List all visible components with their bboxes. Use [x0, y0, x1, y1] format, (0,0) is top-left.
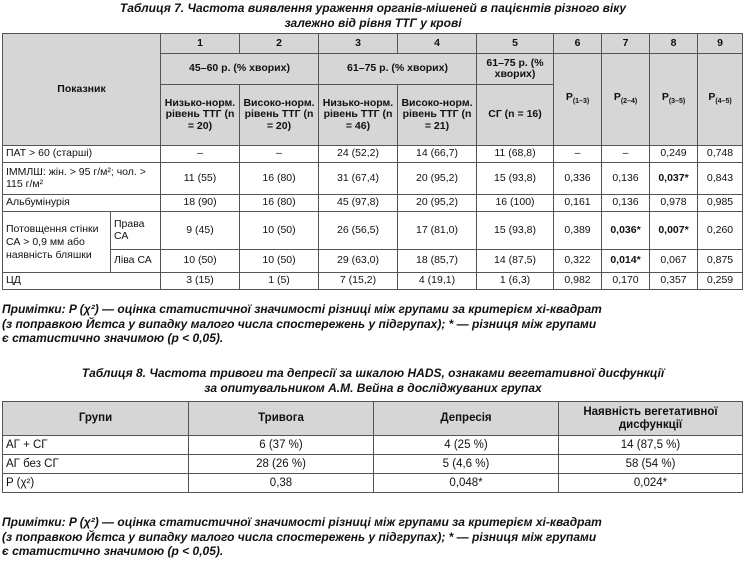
cell: 0,259	[698, 273, 743, 290]
row-label-thickening: Потовщення стінки СА > 0,9 мм або наявність бляшки	[3, 212, 111, 273]
table8-row-p	[3, 474, 743, 493]
cell: –	[240, 146, 319, 163]
cell: 0,38	[189, 474, 374, 493]
row-right-sa	[3, 212, 743, 250]
col-number-1: 1	[161, 34, 240, 54]
col-number-7: 7	[602, 34, 650, 54]
cell: 28 (26 %)	[189, 455, 374, 474]
cell: 31 (67,4)	[319, 163, 398, 195]
header-groups: Групи	[3, 402, 189, 436]
row-label: АГ без СГ	[3, 455, 189, 474]
cell: 24 (52,2)	[319, 146, 398, 163]
col-number-4: 4	[398, 34, 477, 54]
cell: 14 (87,5)	[477, 250, 554, 273]
cell: 0,322	[554, 250, 602, 273]
p-sub: (3–5)	[668, 97, 686, 105]
header-high-norm-61: Високо-норм. рівень ТТГ (n = 21)	[398, 85, 477, 146]
row-left-sa	[3, 250, 743, 273]
table7-note	[2, 302, 744, 346]
row-albumin	[3, 195, 743, 212]
cell: 0,748	[698, 146, 743, 163]
p-header-1-3	[554, 54, 602, 146]
cell: 16 (80)	[240, 195, 319, 212]
cell: 20 (95,2)	[398, 195, 477, 212]
cell: 16 (80)	[240, 163, 319, 195]
col-number-5: 5	[477, 34, 554, 54]
cell: –	[602, 146, 650, 163]
cell-significant: 0,036*	[602, 212, 650, 250]
header-high-norm-45: Високо-норм. рівень ТТГ (n = 20)	[240, 85, 319, 146]
col-number-2: 2	[240, 34, 319, 54]
header-indicator: Показник	[3, 34, 161, 146]
table8-note-line3: є статистично значимою (p < 0,05).	[2, 544, 224, 558]
col-number-9: 9	[698, 34, 743, 54]
header-low-norm-45: Низько-норм. рівень ТТГ (n = 20)	[161, 85, 240, 146]
cell: 0,249	[650, 146, 698, 163]
row-label: АГ + СГ	[3, 436, 189, 455]
cell: 0,136	[602, 163, 650, 195]
table7-note-line1: Примітки: P (χ²) — оцінка статистичної значимості різниці між групами за критерієм хі-квадрат	[2, 302, 602, 316]
cell: –	[554, 146, 602, 163]
table8-header-row	[3, 402, 743, 436]
table8-note-line1: Примітки: P (χ²) — оцінка статистичної значимості різниці між групами за критерієм хі-квадрат	[2, 515, 602, 529]
row-pat	[3, 146, 743, 163]
row-label: P (χ²)	[3, 474, 189, 493]
cell-significant: 0,037*	[650, 163, 698, 195]
cell: 0,170	[602, 273, 650, 290]
cell: 10 (50)	[240, 250, 319, 273]
cell: 0,048*	[374, 474, 559, 493]
row-label: ЦД	[3, 273, 161, 290]
p-sub: (2–4)	[620, 97, 638, 105]
table7-note-line2: (з поправкою Йєтса у випадку малого числа спостережень у підгрупах); * — різниця між групами	[2, 316, 597, 331]
table7-title	[0, 1, 746, 31]
cell: 0,136	[602, 195, 650, 212]
cell-significant: 0,014*	[602, 250, 650, 273]
col-number-6: 6	[554, 34, 602, 54]
cell: 15 (93,8)	[477, 163, 554, 195]
group-45-60: 45–60 р. (% хворих)	[161, 54, 319, 85]
group-61-75-sg: 61–75 р. (% хворих)	[477, 54, 554, 85]
cell: 0,024*	[559, 474, 743, 493]
table8-title-line2: за опитувальником А.М. Вейна в досліджуваних групах	[204, 381, 542, 395]
cell: 0,161	[554, 195, 602, 212]
p-label: P	[613, 90, 621, 103]
cell: 9 (45)	[161, 212, 240, 250]
row-label: Альбумінурія	[3, 195, 161, 212]
table8-note	[2, 515, 744, 559]
row-sublabel: Права СА	[111, 212, 161, 250]
cell: 0,978	[650, 195, 698, 212]
col-number-3: 3	[319, 34, 398, 54]
row-label: ІММЛШ: жін. > 95 г/м²; чол. > 115 г/м²	[3, 163, 161, 195]
p-sub: (4–5)	[715, 97, 732, 105]
cell: 0,357	[650, 273, 698, 290]
cell: 0,982	[554, 273, 602, 290]
cell: 0,875	[698, 250, 743, 273]
p-label: P	[565, 90, 573, 103]
cell: 10 (50)	[240, 212, 319, 250]
table8-title-line1: Таблиця 8. Частота тривоги та депресії за шкалою HADS, ознаками вегетативної дисфункції	[81, 366, 665, 380]
cell: 0,985	[698, 195, 743, 212]
row-sublabel: Ліва СА	[111, 250, 161, 273]
header-vegetative-dysfunction: Наявність вегетативної дисфункції	[559, 402, 743, 436]
cell: 45 (97,8)	[319, 195, 398, 212]
cell: 1 (5)	[240, 273, 319, 290]
header-depression: Депресія	[374, 402, 559, 436]
header-sg: СГ (n = 16)	[477, 85, 554, 146]
cell: 20 (95,2)	[398, 163, 477, 195]
cell: 1 (6,3)	[477, 273, 554, 290]
table8-row-ag-sg	[3, 436, 743, 455]
p-sub: (1–3)	[572, 97, 590, 105]
cell: 5 (4,6 %)	[374, 455, 559, 474]
cell: 0,336	[554, 163, 602, 195]
p-label: P	[708, 90, 716, 103]
row-cd	[3, 273, 743, 290]
cell: 6 (37 %)	[189, 436, 374, 455]
cell-significant: 0,007*	[650, 212, 698, 250]
cell: 16 (100)	[477, 195, 554, 212]
table8	[2, 401, 743, 493]
row-label: ПАТ > 60 (старші)	[3, 146, 161, 163]
table8-note-line2: (з поправкою Йєтса у випадку малого числа спостережень у підгрупах); * — різниця між групами	[2, 529, 597, 544]
table7-note-line3: є статистично значимою (p < 0,05).	[2, 331, 224, 345]
cell: 15 (93,8)	[477, 212, 554, 250]
cell: 4 (19,1)	[398, 273, 477, 290]
cell: 58 (54 %)	[559, 455, 743, 474]
col-number-8: 8	[650, 34, 698, 54]
cell: 4 (25 %)	[374, 436, 559, 455]
cell: –	[161, 146, 240, 163]
cell: 14 (87,5 %)	[559, 436, 743, 455]
cell: 26 (56,5)	[319, 212, 398, 250]
group-61-75: 61–75 р. (% хворих)	[319, 54, 477, 85]
header-low-norm-61: Низько-норм. рівень ТТГ (n = 46)	[319, 85, 398, 146]
cell: 18 (85,7)	[398, 250, 477, 273]
cell: 10 (50)	[161, 250, 240, 273]
table7-title-line2: залежно від рівня ТТГ у крові	[284, 16, 462, 30]
cell: 3 (15)	[161, 273, 240, 290]
cell: 11 (68,8)	[477, 146, 554, 163]
p-header-4-5	[698, 54, 743, 146]
cell: 29 (63,0)	[319, 250, 398, 273]
cell: 0,389	[554, 212, 602, 250]
table7	[2, 33, 743, 290]
p-label: P	[661, 90, 669, 103]
cell: 0,067	[650, 250, 698, 273]
header-anxiety: Тривога	[189, 402, 374, 436]
cell: 0,260	[698, 212, 743, 250]
table7-title-line1: Таблиця 7. Частота виявлення ураження органів-мішеней в пацієнтів різного віку	[119, 1, 627, 15]
p-header-3-5	[650, 54, 698, 146]
cell: 11 (55)	[161, 163, 240, 195]
cell: 18 (90)	[161, 195, 240, 212]
cell: 7 (15,2)	[319, 273, 398, 290]
cell: 0,843	[698, 163, 743, 195]
cell: 14 (66,7)	[398, 146, 477, 163]
table8-title	[0, 366, 746, 396]
table8-row-ag-without-sg	[3, 455, 743, 474]
cell: 17 (81,0)	[398, 212, 477, 250]
p-header-2-4	[602, 54, 650, 146]
row-immlsh	[3, 163, 743, 195]
